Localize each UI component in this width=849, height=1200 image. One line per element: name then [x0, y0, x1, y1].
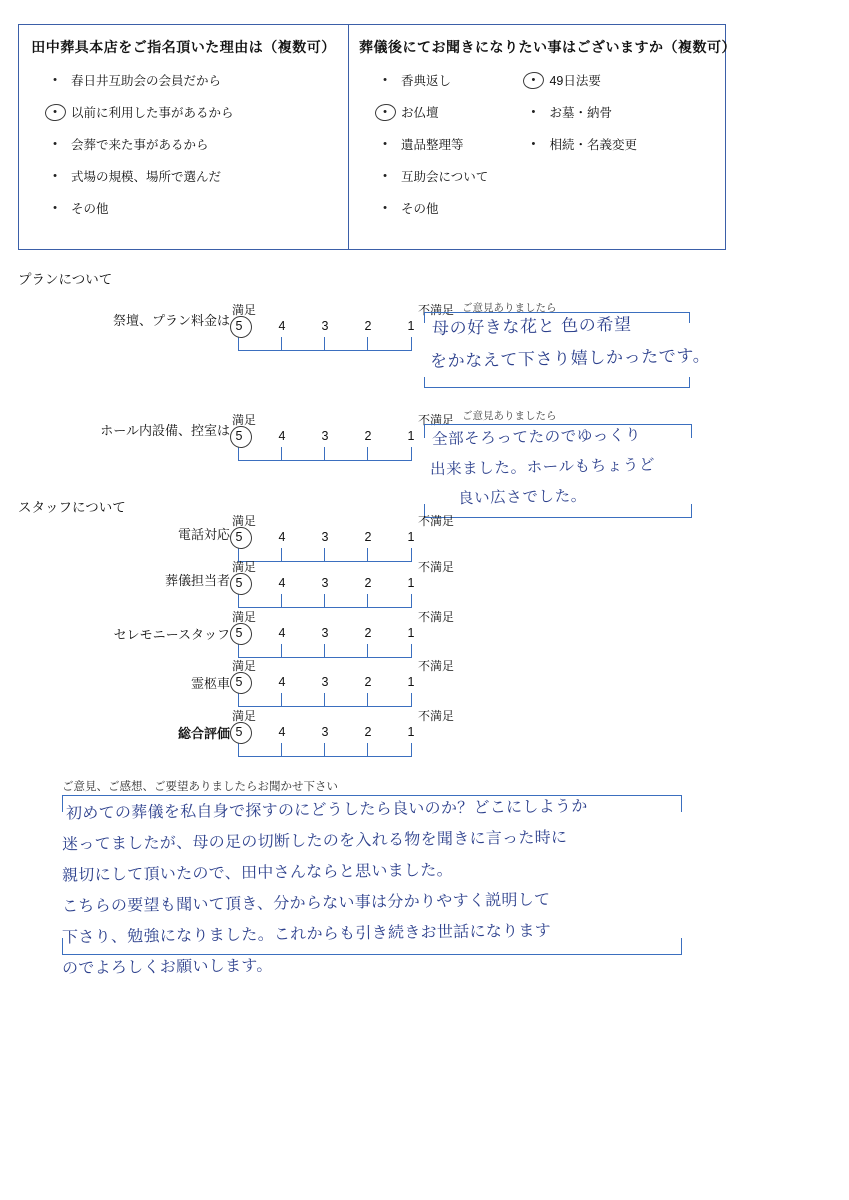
scale-tick: [281, 594, 282, 608]
scale-tick: [324, 548, 325, 562]
scale-tick: [324, 693, 325, 707]
option-label: お仏壇: [401, 106, 439, 120]
scale-right-label: 不満足: [418, 610, 455, 624]
scale-axis: [238, 693, 412, 707]
handwriting-hall-line-1: 全部そろってたのでゆっくり: [431, 425, 642, 449]
scale-number-5[interactable]: 5: [235, 626, 243, 640]
selected-rating-marker: [229, 671, 253, 695]
scale-number-5[interactable]: 5: [235, 319, 243, 333]
free-comment-line-4: 下さり、勉強になりました。これからも引き続きお世話になります: [61, 920, 552, 947]
rating-label-1: ホール内設備、控室は: [100, 423, 230, 438]
after-service-column-2: [525, 71, 711, 231]
rating-label-3: 葬儀担当者: [164, 573, 230, 588]
scale-number-3[interactable]: 3: [321, 429, 329, 443]
list-item[interactable]: [47, 103, 334, 121]
comment-hint-plan: ご意見ありましたら: [462, 302, 557, 314]
option-label: 遺品整理等: [401, 138, 464, 152]
scale-tick: [367, 594, 368, 608]
list-item[interactable]: [377, 71, 525, 89]
scale-axis: [238, 743, 412, 757]
bullet-icon: •: [53, 138, 57, 150]
reason-question-title: 田中葬具本店をご指名頂いた理由は（複数可）: [31, 39, 336, 55]
handwriting-hall-line-3: 良い広さでした。: [457, 486, 587, 508]
handwriting-hall-line-2: 出来ました。ホールもちょうど: [429, 455, 656, 479]
checkbox-option[interactable]: [377, 135, 464, 153]
scale-tick: [281, 693, 282, 707]
scale-right-label: 不満足: [418, 413, 455, 427]
scale-number-5[interactable]: 5: [235, 576, 243, 590]
scale-right-label: 不満足: [418, 303, 455, 317]
list-item[interactable]: [377, 135, 525, 153]
list-item[interactable]: [525, 71, 711, 89]
scale-number-3[interactable]: 3: [321, 626, 329, 640]
scale-number-5[interactable]: 5: [235, 675, 243, 689]
scale-tick: [281, 447, 282, 461]
scale-tick: [281, 743, 282, 757]
scale-right-label: 不満足: [418, 709, 455, 723]
selected-rating-marker: [229, 425, 253, 449]
scale-number-3[interactable]: 3: [321, 576, 329, 590]
rating-label-4: セレモニースタッフ: [113, 627, 230, 642]
scale-tick: [324, 644, 325, 658]
selected-rating-marker: [229, 315, 253, 339]
rating-label-6: 総合評価: [177, 726, 230, 741]
section-title-plan: プランについて: [18, 272, 113, 287]
reason-question-box: [19, 25, 349, 249]
scale-number-1[interactable]: 1: [407, 576, 415, 590]
option-label: 香典返し: [401, 74, 452, 88]
after-service-option-list: [359, 71, 715, 231]
list-item[interactable]: [47, 135, 334, 153]
scale-left-label: 満足: [232, 514, 257, 528]
scale-tick: [324, 447, 325, 461]
free-comment-line-5: のでよろしくお願いします。: [61, 955, 273, 978]
scale-axis: [238, 644, 412, 658]
option-label: 春日井互助会の会員だから: [71, 74, 222, 88]
after-service-column-1: [377, 71, 525, 231]
scale-number-5[interactable]: 5: [235, 725, 243, 739]
scale-number-1[interactable]: 1: [407, 530, 415, 544]
scale-number-4[interactable]: 4: [278, 530, 286, 544]
rating-label-0: 祭壇、プラン料金は: [112, 313, 230, 328]
section-title-staff: スタッフについて: [18, 500, 126, 515]
scale-tick: [324, 594, 325, 608]
bullet-icon: •: [531, 106, 536, 118]
scale-number-5[interactable]: 5: [235, 530, 243, 544]
scale-number-2[interactable]: 2: [364, 725, 372, 739]
top-question-boxes: [18, 24, 736, 250]
bullet-icon: •: [377, 106, 393, 118]
comment-hint-hall: ご意見ありましたら: [462, 410, 557, 422]
scale-number-3[interactable]: 3: [321, 319, 329, 333]
scale-number-4[interactable]: 4: [278, 576, 286, 590]
scale-left-label: 満足: [232, 610, 257, 624]
list-item[interactable]: [377, 199, 525, 217]
handwriting-plan-line-2: をかなえて下さり嬉しかったです。: [429, 346, 711, 372]
option-label: 式場の規模、場所で選んだ: [71, 170, 222, 184]
scale-tick: [324, 743, 325, 757]
bullet-icon: •: [383, 202, 387, 214]
scale-number-2[interactable]: 2: [364, 675, 372, 689]
bullet-icon: •: [47, 106, 63, 118]
list-item[interactable]: [47, 199, 334, 217]
scale-number-4[interactable]: 4: [278, 675, 286, 689]
option-label: その他: [401, 202, 439, 216]
checkbox-option[interactable]: [47, 135, 209, 153]
selected-rating-marker: [229, 572, 253, 596]
list-item[interactable]: [377, 167, 525, 185]
scale-right-label: 不満足: [418, 560, 455, 574]
checkbox-option[interactable]: [47, 71, 221, 89]
after-service-question-title: 葬儀後にてお聞きになりたい事はございますか（複数可）: [359, 39, 736, 55]
bullet-icon: •: [531, 138, 536, 150]
scale-tick: [281, 337, 282, 351]
scale-tick: [367, 447, 368, 461]
scale-number-1[interactable]: 1: [407, 626, 415, 640]
bullet-icon: •: [53, 74, 57, 86]
list-item[interactable]: [525, 135, 711, 153]
bullet-icon: •: [525, 74, 541, 86]
checkbox-option[interactable]: [377, 199, 439, 217]
checkbox-option[interactable]: [47, 199, 109, 217]
scale-left-label: 満足: [232, 303, 257, 317]
scale-number-5[interactable]: 5: [235, 429, 243, 443]
scale-tick: [324, 337, 325, 351]
scale-number-4[interactable]: 4: [278, 626, 286, 640]
scale-number-2[interactable]: 2: [364, 319, 372, 333]
bullet-icon: •: [383, 138, 387, 150]
scale-number-4[interactable]: 4: [278, 725, 286, 739]
scale-tick: [281, 644, 282, 658]
option-label: その他: [71, 202, 109, 216]
selected-rating-marker: [229, 622, 253, 646]
scale-axis: [238, 548, 412, 562]
checkbox-option[interactable]: [377, 167, 488, 185]
bullet-icon: •: [53, 170, 57, 182]
option-label: 以前に利用した事があるから: [71, 106, 234, 120]
scale-number-3[interactable]: 3: [321, 530, 329, 544]
option-label: 会葬で来た事があるから: [71, 138, 209, 152]
free-comment-line-1: 迷ってましたが、母の足の切断したのを入れる物を聞きに言った時に: [61, 827, 568, 854]
reason-option-list: [29, 71, 338, 217]
option-label: 互助会について: [401, 170, 489, 184]
selected-rating-marker: [229, 526, 253, 550]
free-comment-line-3: こちらの要望も聞いて頂き、分からない事は分かりやすく説明して: [61, 889, 551, 916]
scale-axis: [238, 447, 412, 461]
scale-number-1[interactable]: 1: [407, 675, 415, 689]
scale-left-label: 満足: [232, 709, 257, 723]
scale-number-2[interactable]: 2: [364, 530, 372, 544]
scale-number-1[interactable]: 1: [407, 429, 415, 443]
checkbox-option[interactable]: [47, 167, 221, 185]
scale-left-label: 満足: [232, 560, 257, 574]
scale-number-3[interactable]: 3: [321, 725, 329, 739]
scale-right-label: 不満足: [418, 514, 455, 528]
checkbox-option-selected[interactable]: [47, 103, 234, 121]
option-label: 相続・名義変更: [549, 138, 637, 152]
bullet-icon: •: [383, 74, 387, 86]
list-item[interactable]: [47, 71, 334, 89]
list-item[interactable]: [47, 167, 334, 185]
scale-left-label: 満足: [232, 413, 257, 427]
scale-number-1[interactable]: 1: [407, 725, 415, 739]
option-label: 49日法要: [549, 74, 601, 88]
rating-label-5: 霊柩車: [190, 676, 230, 691]
bullet-icon: •: [383, 170, 387, 182]
scale-number-4[interactable]: 4: [278, 319, 286, 333]
bullet-icon: •: [53, 202, 57, 214]
checkbox-option[interactable]: [525, 135, 637, 153]
scale-tick: [367, 337, 368, 351]
scale-number-1[interactable]: 1: [407, 319, 415, 333]
free-comment-line-0: 初めての葬儀を私自身で探すのにどうしたら良いのか？どこにしようか: [65, 796, 588, 823]
checkbox-option-selected[interactable]: [525, 71, 600, 89]
scale-number-2[interactable]: 2: [364, 626, 372, 640]
list-item[interactable]: [525, 103, 711, 121]
scale-tick: [281, 548, 282, 562]
scale-tick: [367, 743, 368, 757]
scale-axis: [238, 594, 412, 608]
list-item[interactable]: [377, 103, 525, 121]
option-label: お墓・納骨: [549, 106, 612, 120]
handwriting-plan-line-1: 母の好きな花と 色の希望: [431, 314, 632, 340]
scale-tick: [367, 548, 368, 562]
selected-rating-marker: [229, 721, 253, 745]
scale-tick: [367, 644, 368, 658]
scale-left-label: 満足: [232, 659, 257, 673]
free-comment-line-2: 親切にして頂いたので、田中さんならと思いました。: [61, 860, 454, 885]
checkbox-option-selected[interactable]: [377, 103, 439, 121]
scale-axis: [238, 337, 412, 351]
scale-number-3[interactable]: 3: [321, 675, 329, 689]
scale-number-4[interactable]: 4: [278, 429, 286, 443]
free-comment-hint: ご意見、ご感想、ご要望ありましたらお聞かせ下さい: [62, 781, 338, 793]
scale-tick: [367, 693, 368, 707]
rating-label-2: 電話対応: [177, 527, 230, 542]
scale-right-label: 不満足: [418, 659, 455, 673]
scale-number-2[interactable]: 2: [364, 576, 372, 590]
checkbox-option[interactable]: [377, 71, 451, 89]
after-service-question-box: [349, 25, 736, 249]
checkbox-option[interactable]: [525, 103, 612, 121]
scale-number-2[interactable]: 2: [364, 429, 372, 443]
